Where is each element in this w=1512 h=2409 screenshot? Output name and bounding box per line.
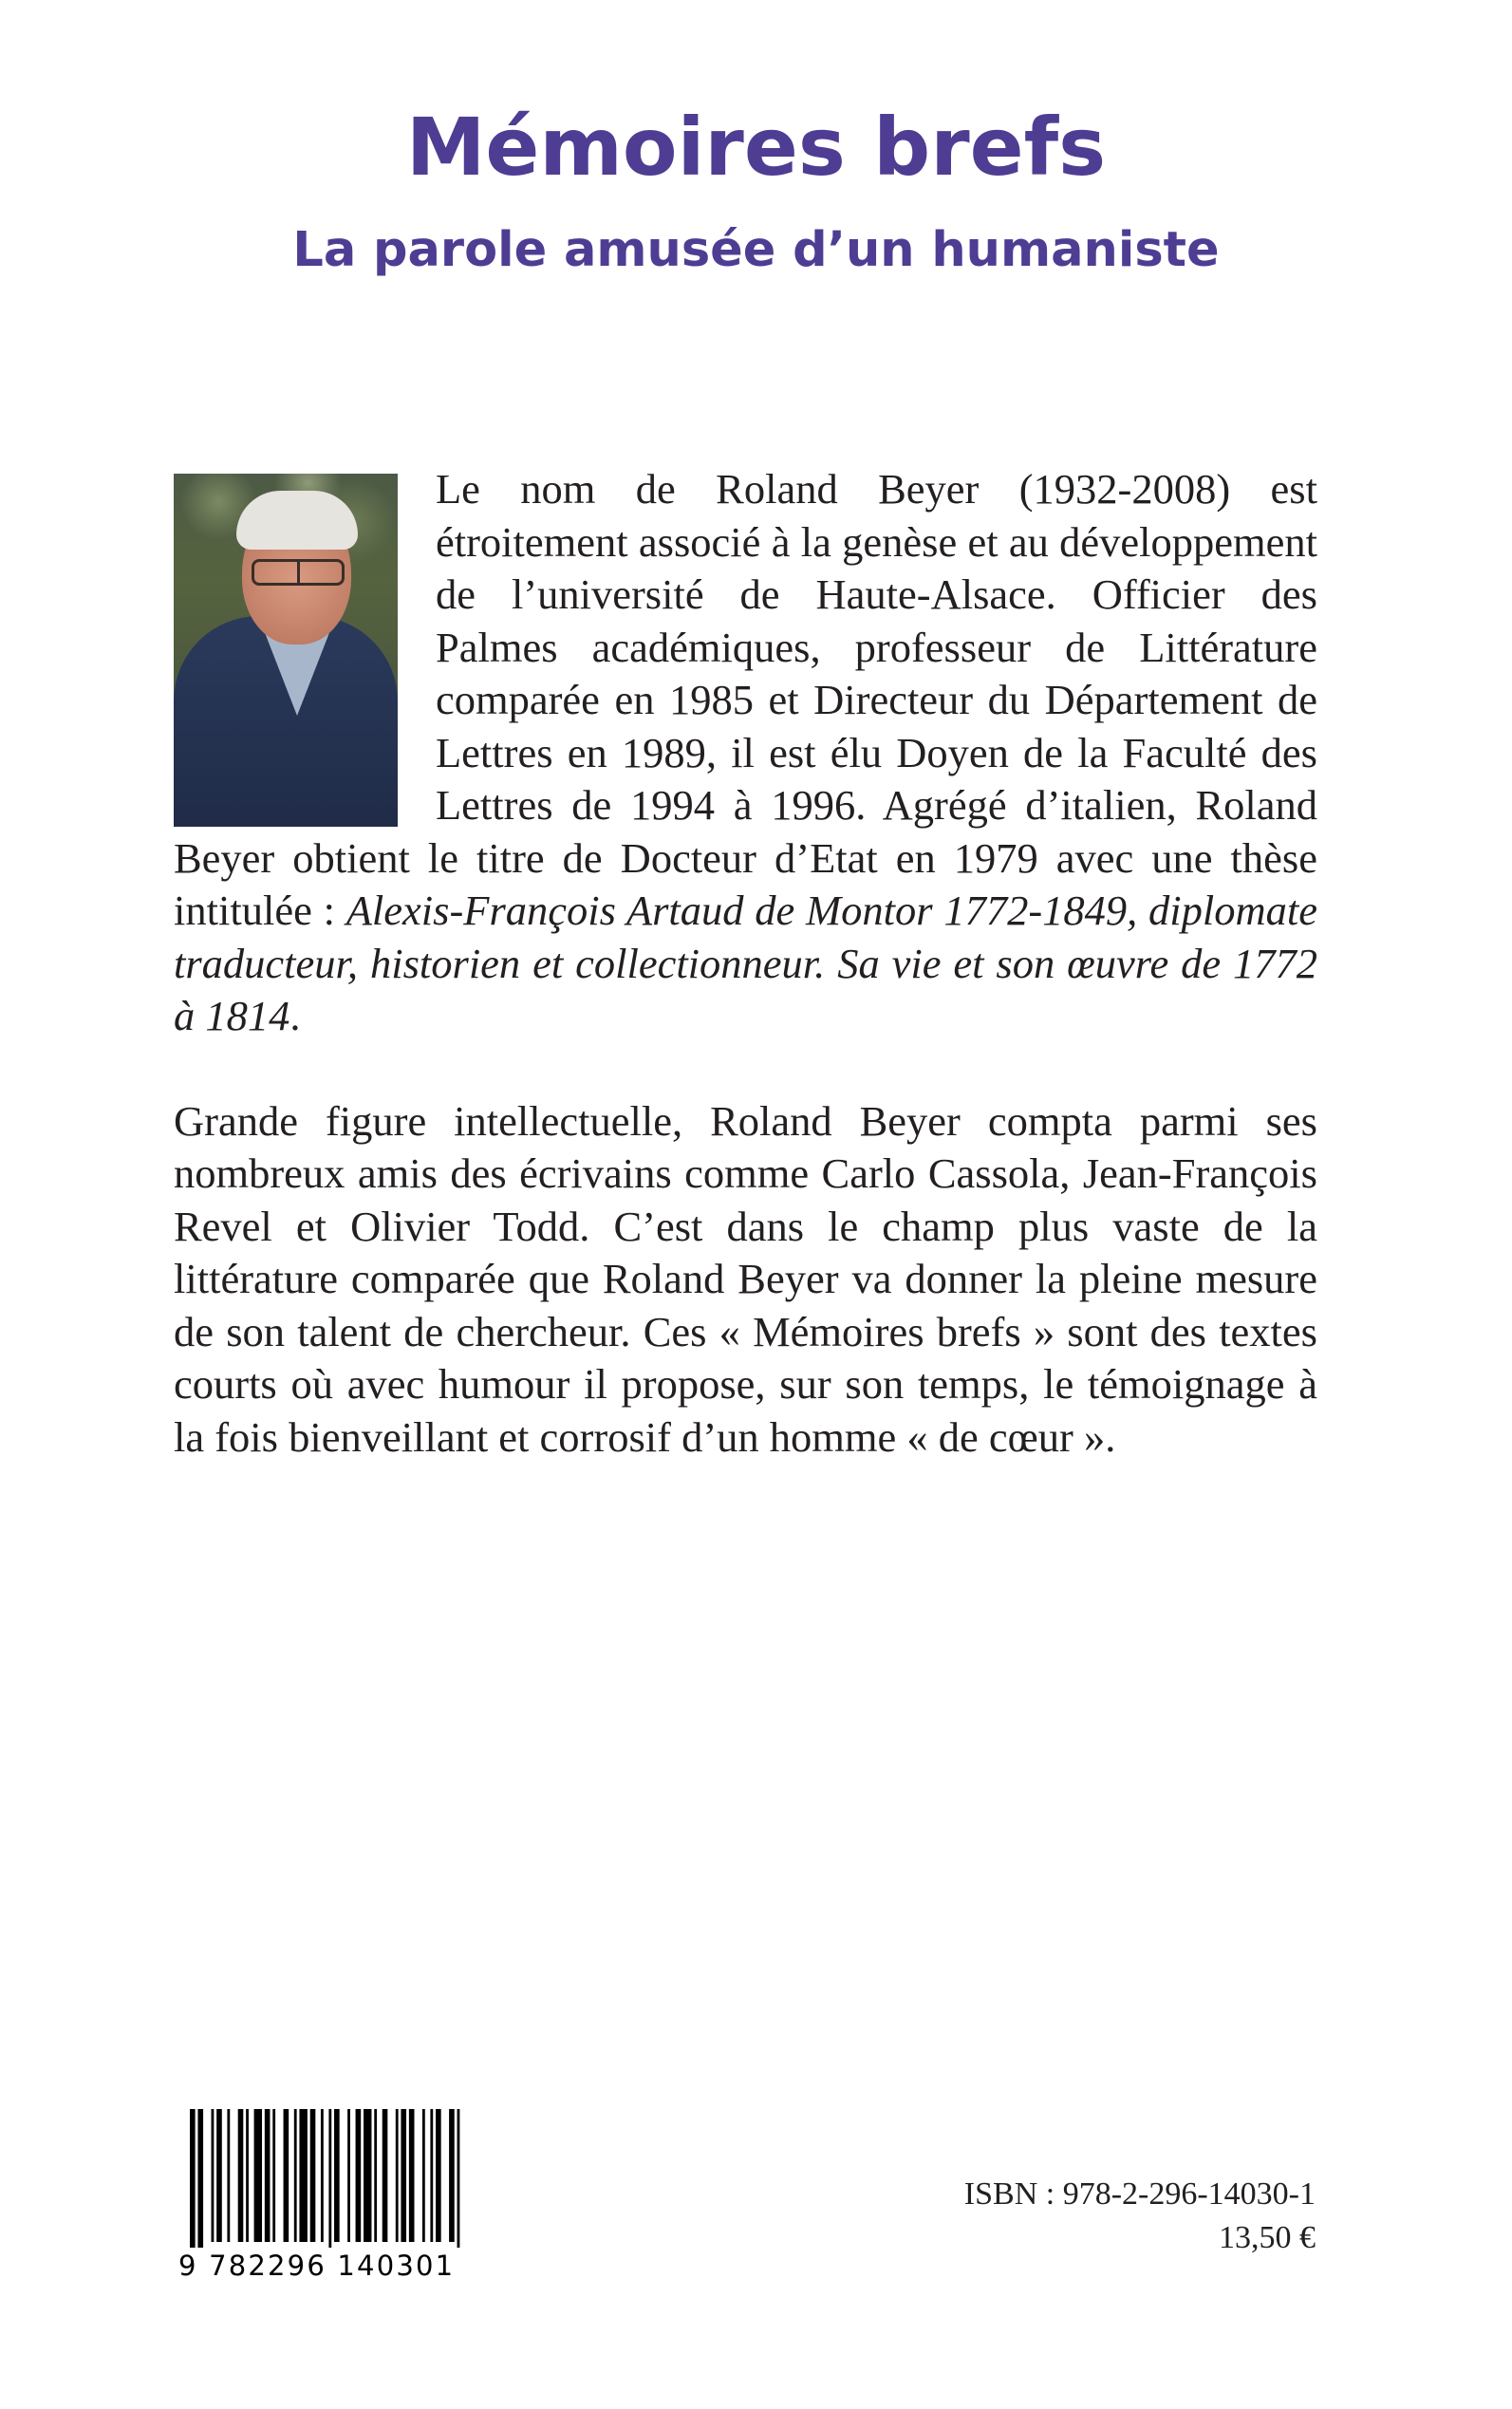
portrait-glasses (252, 559, 345, 586)
portrait-hair (236, 491, 358, 550)
paragraph-1-intro: Le nom de Roland Beyer (1932-2008) est étroitement associé à la genèse et au développement de l’université de Haute-Alsace. Officier des Palmes académiques, professeur de Littérature comparée en 1985 et Directeur du Département de Lettres en 1989, il est élu Doyen de la Faculté des Lettres de 1994 à 1996. Agrégé d’italien, Roland Beyer obtient le titre de Docteur d’Etat en 1979 avec une thèse intitulée : (174, 465, 1317, 934)
thesis-title: Alexis-François Artaud de Montor 1772-1849, diplomate traducteur, historien et collectionneur. Sa vie et son œuvre de 1772 à 1814 (174, 887, 1317, 1039)
price: 13,50 € (1219, 2220, 1316, 2255)
isbn: ISBN : 978-2-296-14030-1 (963, 2176, 1316, 2212)
book-title: Mémoires brefs (405, 101, 1107, 194)
barcode-digits: 9 782296 140301 (178, 2250, 456, 2282)
blurb-paragraph-2: Grande figure intellectuelle, Roland Beyer compta parmi ses nombreux amis des écrivains comme Carlo Cassola, Jean-François Revel et Olivier Todd. C’est dans le champ plus vaste de la littérature comparée que Roland Beyer va donner la pleine mesure de son talent de chercheur. Ces « Mémoires brefs » sont des textes courts où avec humour il propose, sur son temps, le témoignage à la fois bienveillant et corrosif d’un homme « de cœur ». (174, 1096, 1317, 1461)
blurb-text (174, 463, 1317, 1464)
paragraph-1-end: . (289, 992, 301, 1039)
author-portrait (174, 474, 398, 827)
book-subtitle: La parole amusée d’un humaniste (292, 222, 1220, 278)
barcode-icon (190, 2109, 465, 2248)
